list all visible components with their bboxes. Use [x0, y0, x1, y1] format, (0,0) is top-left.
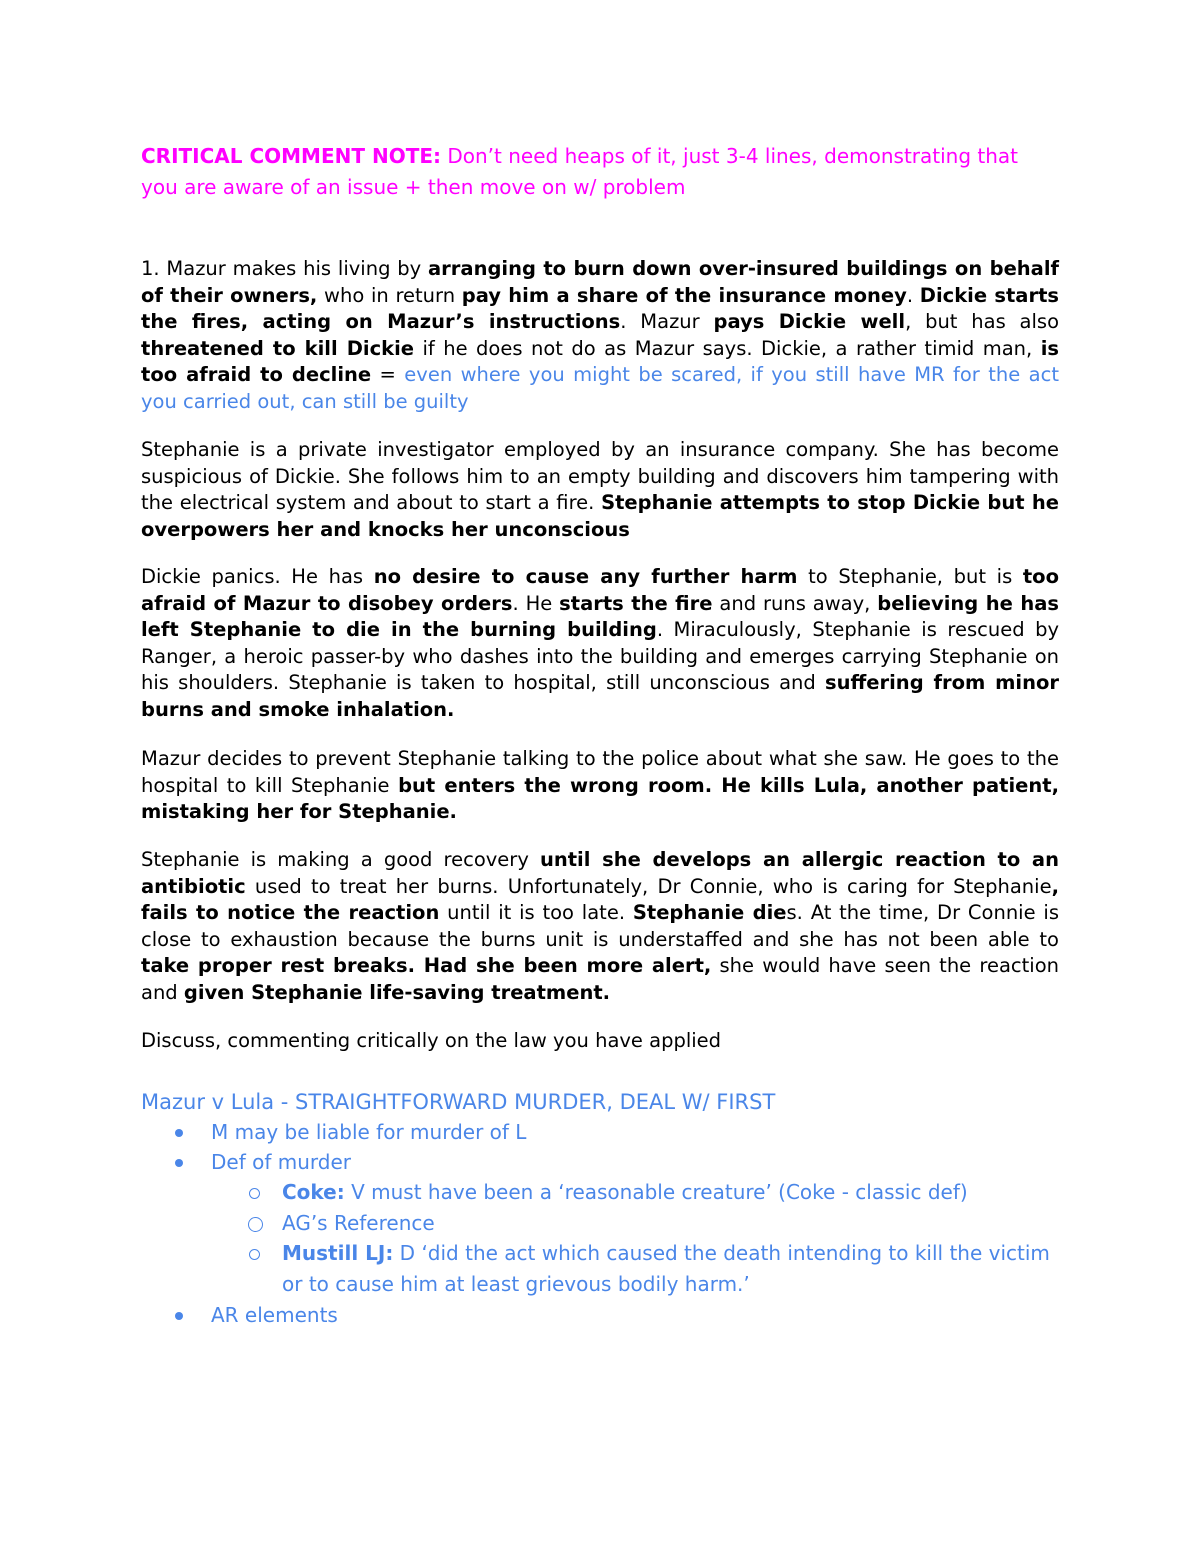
critical-comment-note: CRITICAL COMMENT NOTE: Don’t need heaps of it, just 3-4 lines, demonstrating that you are aware of an issue + then move on w/ problem	[141, 144, 1019, 199]
problem-paragraph-1: 1. Mazur makes his living by arranging to burn down over-insured buildings on behalf of their owners, who in return pay him a share of the insurance money. Dickie starts the fires, acting on Mazur’s instructions. Mazur pays Dickie well, but has also threatened to kill Dickie if he does not do as Mazur says. Dickie, a rather timid man, is too afraid to decline = even where you might be scared, if you still have MR for the act you carried out, can still be guilty	[141, 257, 1060, 413]
problem-paragraph-2: Stephanie is a private investigator employed by an insurance company. She has become suspicious of Dickie. She follows him to an empty building and discovers him tampering with the electrical system and about to start a fire. Stephanie attempts to stop Dickie but he overpowers her and knocks her unconscious	[141, 438, 1059, 541]
bullet-dot-icon	[175, 1129, 183, 1137]
problem-paragraph-5: Stephanie is making a good recovery until she develops an allergic reaction to an antibiotic used to treat her burns. Unfortunately, Dr Connie, who is caring for Stephanie, fails to notice the reaction until it is too late. Stephanie dies. At the time, Dr Connie is close to exhaustion because the burns unit is understaffed and she has not been able to take proper rest breaks. Had she been more alert, she would have seen the reaction and given Stephanie life-saving treatment.	[141, 848, 1059, 1004]
bullet-item: Def of murder	[211, 1150, 351, 1174]
bullet-dot-icon	[175, 1312, 183, 1320]
sub-bullet-circle-icon	[249, 1249, 260, 1260]
sub-bullet-item: AG’s Reference	[282, 1211, 435, 1235]
sub-bullet-circle-icon	[249, 1188, 260, 1199]
problem-paragraph-4: Mazur decides to prevent Stephanie talking to the police about what she saw. He goes to the hospital to kill Stephanie but enters the wrong room. He kills Lula, another patient, mistaking her for Stephanie.	[141, 747, 1060, 823]
sub-bullet-item: Mustill LJ: D ‘did the act which caused the death intending to kill the victim or to cause him at least grievous bodily harm.’	[282, 1241, 1050, 1296]
bullet-dot-icon	[175, 1159, 183, 1167]
section-heading: Mazur v Lula - STRAIGHTFORWARD MURDER, DEAL W/ FIRST	[141, 1090, 776, 1114]
bullet-item: M may be liable for murder of L	[211, 1120, 527, 1144]
problem-paragraph-3: Dickie panics. He has no desire to cause any further harm to Stephanie, but is too afraid of Mazur to disobey orders. He starts the fire and runs away, believing he has left Stephanie to die in the burning building. Miraculously, Stephanie is rescued by Ranger, a heroic passer-by who dashes into the building and emerges carrying Stephanie on his shoulders. Stephanie is taken to hospital, still unconscious and suffering from minor burns and smoke inhalation.	[141, 565, 1059, 721]
bullet-item: AR elements	[211, 1303, 338, 1327]
sub-bullet-circle-icon	[248, 1217, 263, 1232]
discuss-instruction: Discuss, commenting critically on the law you have applied	[141, 1029, 722, 1052]
margin-comment: even where you might be scared, if you still have MR for the act you carried out, can still be guilty	[141, 363, 1059, 413]
sub-bullet-item: Coke: V must have been a ‘reasonable creature’ (Coke - classic def)	[282, 1180, 968, 1204]
